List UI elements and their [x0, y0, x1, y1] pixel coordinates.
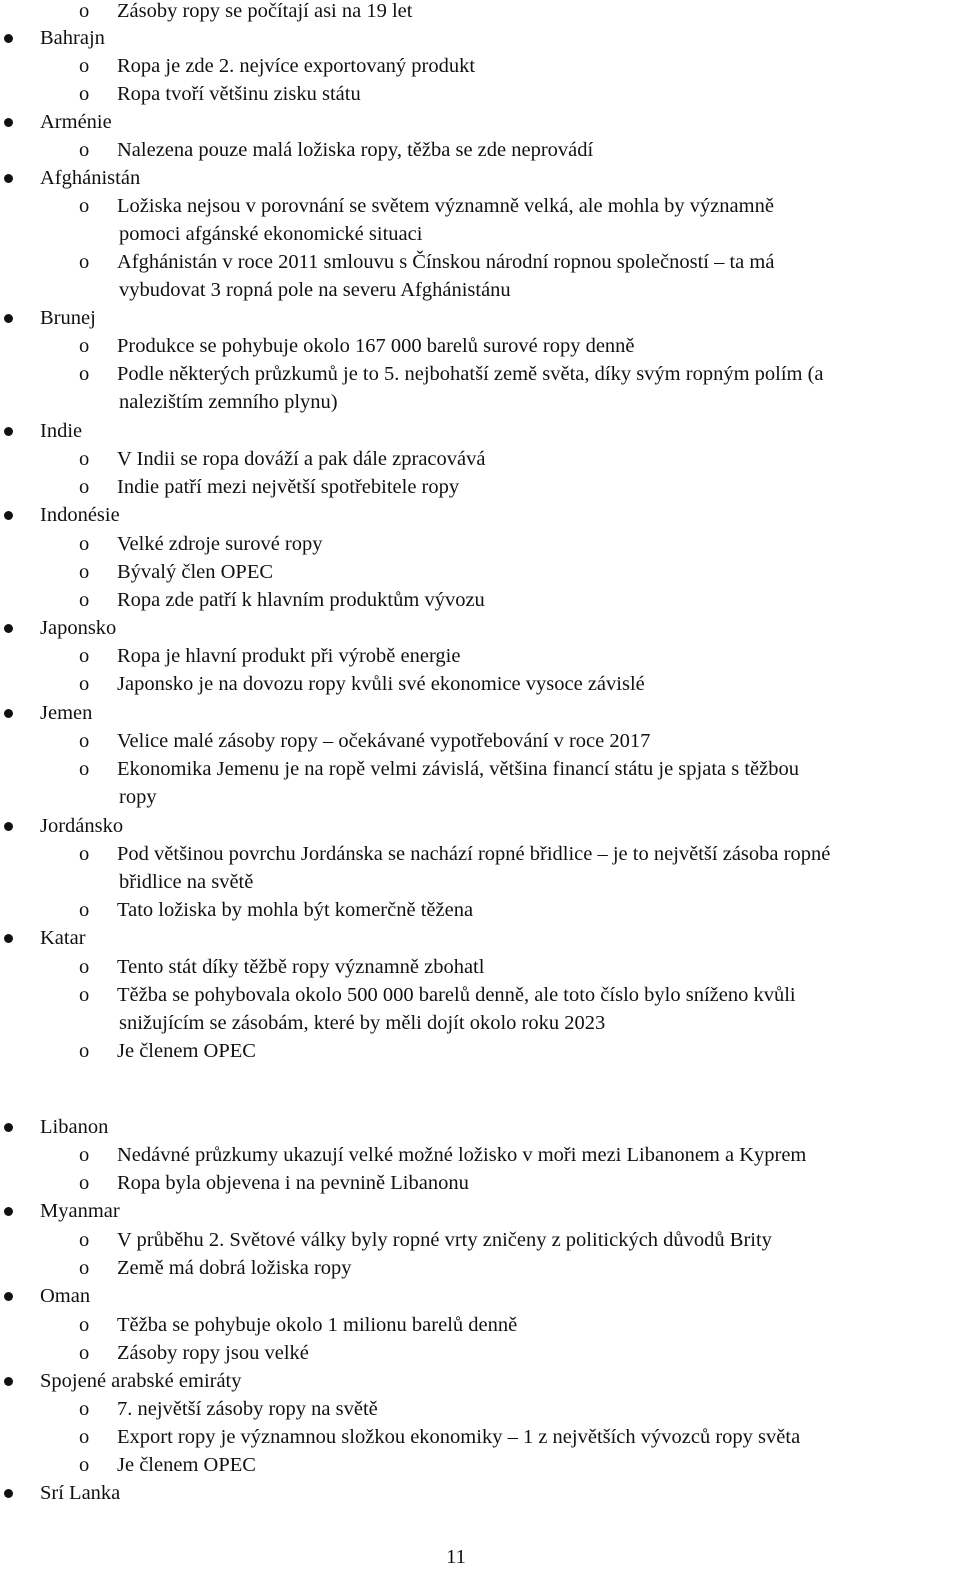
bullet-icon: [4, 1292, 13, 1301]
fact-item: Afghánistán v roce 2011 smlouvu s Čínskou národní ropnou společností – ta má: [117, 251, 775, 273]
sub-bullet-marker: o: [79, 1426, 90, 1448]
fact-item: Země má dobrá ložiska ropy: [117, 1257, 352, 1279]
fact-item: Ekonomika Jemenu je na ropě velmi závislá, většina financí státu je spjata s těžbou: [117, 758, 799, 780]
fact-item: Indie patří mezi největší spotřebitele ropy: [117, 476, 460, 498]
sub-bullet-marker: o: [79, 561, 90, 583]
sub-bullet-marker: o: [79, 55, 90, 77]
sub-bullet-marker: o: [79, 1144, 90, 1166]
fact-item: Ropa je hlavní produkt při výrobě energie: [117, 645, 461, 667]
fact-item: Je členem OPEC: [117, 1454, 256, 1476]
fact-item: V průběhu 2. Světové války byly ropné vrty zničeny z politických důvodů Brity: [117, 1229, 772, 1251]
sub-bullet-marker: o: [79, 476, 90, 498]
sub-bullet-marker: o: [79, 0, 90, 22]
sub-bullet-marker: o: [79, 83, 90, 105]
fact-item-continuation: břidlice na světě: [119, 871, 254, 893]
fact-item: Ropa tvoří většinu zisku státu: [117, 83, 361, 105]
sub-bullet-marker: o: [79, 1040, 90, 1062]
sub-bullet-marker: o: [79, 730, 90, 752]
sub-bullet-marker: o: [79, 1342, 90, 1364]
bullet-icon: [4, 1489, 13, 1498]
country-heading: Indonésie: [40, 504, 120, 526]
bullet-icon: [4, 822, 13, 831]
fact-item-continuation: vybudovat 3 ropná pole na severu Afghánistánu: [119, 279, 511, 301]
sub-bullet-marker: o: [79, 251, 90, 273]
sub-bullet-marker: o: [79, 956, 90, 978]
country-heading: Oman: [40, 1285, 91, 1307]
fact-item: Ropa byla objevena i na pevnině Libanonu: [117, 1172, 469, 1194]
fact-item: Japonsko je na dovozu ropy kvůli své ekonomice vysoce závislé: [117, 673, 645, 695]
bullet-icon: [4, 1123, 13, 1132]
sub-bullet-marker: o: [79, 1398, 90, 1420]
sub-bullet-marker: o: [79, 195, 90, 217]
fact-item: Bývalý člen OPEC: [117, 561, 274, 583]
bullet-icon: [4, 1207, 13, 1216]
fact-item: 7. největší zásoby ropy na světě: [117, 1398, 378, 1420]
sub-bullet-marker: o: [79, 1229, 90, 1251]
fact-item: Tento stát díky těžbě ropy významně zbohatl: [117, 956, 485, 978]
bullet-icon: [4, 709, 13, 718]
sub-bullet-marker: o: [79, 645, 90, 667]
bullet-icon: [4, 511, 13, 520]
sub-bullet-marker: o: [79, 984, 90, 1006]
country-heading: Srí Lanka: [40, 1482, 121, 1504]
country-heading: Japonsko: [40, 617, 117, 639]
bullet-icon: [4, 118, 13, 127]
bullet-icon: [4, 624, 13, 633]
bullet-icon: [4, 314, 13, 323]
fact-item: Ložiska nejsou v porovnání se světem významně velká, ale mohla by významně: [117, 195, 774, 217]
bullet-icon: [4, 427, 13, 436]
sub-bullet-marker: o: [79, 1314, 90, 1336]
fact-item: Je členem OPEC: [117, 1040, 256, 1062]
sub-bullet-marker: o: [79, 899, 90, 921]
fact-item: Export ropy je významnou složkou ekonomiky – 1 z největších vývozců ropy světa: [117, 1426, 801, 1448]
sub-bullet-marker: o: [79, 673, 90, 695]
country-heading: Jemen: [40, 702, 93, 724]
country-heading: Afghánistán: [40, 167, 141, 189]
fact-item: V Indii se ropa dováží a pak dále zpracovává: [117, 448, 486, 470]
country-heading: Spojené arabské emiráty: [40, 1370, 242, 1392]
fact-item: Tato ložiska by mohla být komerčně těžena: [117, 899, 474, 921]
fact-item: Zásoby ropy jsou velké: [117, 1342, 309, 1364]
sub-bullet-marker: o: [79, 335, 90, 357]
fact-item-continuation: nalezištím zemního plynu): [119, 391, 338, 413]
sub-bullet-marker: o: [79, 843, 90, 865]
fact-item-continuation: pomoci afgánské ekonomické situaci: [119, 223, 423, 245]
sub-bullet-marker: o: [79, 1172, 90, 1194]
page-number: 11: [446, 1546, 466, 1568]
fact-item: Velice malé zásoby ropy – očekávané vypotřebování v roce 2017: [117, 730, 651, 752]
bullet-icon: [4, 1377, 13, 1386]
sub-bullet-marker: o: [79, 139, 90, 161]
bullet-icon: [4, 934, 13, 943]
country-heading: Libanon: [40, 1116, 109, 1138]
sub-bullet-marker: o: [79, 758, 90, 780]
sub-bullet-marker: o: [79, 1257, 90, 1279]
fact-item-continuation: ropy: [119, 786, 157, 808]
fact-item: Těžba se pohybovala okolo 500 000 barelů denně, ale toto číslo bylo sníženo kvůli: [117, 984, 796, 1006]
country-heading: Arménie: [40, 111, 112, 133]
fact-item: Nalezena pouze malá ložiska ropy, těžba se zde neprovádí: [117, 139, 594, 161]
bullet-icon: [4, 34, 13, 43]
sub-bullet-marker: o: [79, 363, 90, 385]
country-heading: Myanmar: [40, 1200, 120, 1222]
fact-item: Velké zdroje surové ropy: [117, 533, 323, 555]
country-heading: Katar: [40, 927, 86, 949]
country-heading: Brunej: [40, 307, 96, 329]
fact-item: Produkce se pohybuje okolo 167 000 barelů surové ropy denně: [117, 335, 635, 357]
bullet-icon: [4, 174, 13, 183]
country-heading: Indie: [40, 420, 83, 442]
fact-item: Pod většinou povrchu Jordánska se nachází ropné břidlice – je to největší zásoba ropné: [117, 843, 831, 865]
sub-bullet-marker: o: [79, 589, 90, 611]
sub-bullet-marker: o: [79, 448, 90, 470]
fact-item: Ropa zde patří k hlavním produktům vývozu: [117, 589, 485, 611]
fact-item: Zásoby ropy se počítají asi na 19 let: [117, 0, 413, 22]
fact-item-continuation: snižujícím se zásobám, které by měli dojít okolo roku 2023: [119, 1012, 606, 1034]
fact-item: Nedávné průzkumy ukazují velké možné ložisko v moři mezi Libanonem a Kyprem: [117, 1144, 807, 1166]
fact-item: Ropa je zde 2. nejvíce exportovaný produkt: [117, 55, 476, 77]
fact-item: Podle některých průzkumů je to 5. nejbohatší země světa, díky svým ropným polím (a: [117, 363, 824, 385]
country-heading: Jordánsko: [40, 815, 124, 837]
sub-bullet-marker: o: [79, 533, 90, 555]
sub-bullet-marker: o: [79, 1454, 90, 1476]
fact-item: Těžba se pohybuje okolo 1 milionu barelů denně: [117, 1314, 518, 1336]
country-heading: Bahrajn: [40, 27, 105, 49]
